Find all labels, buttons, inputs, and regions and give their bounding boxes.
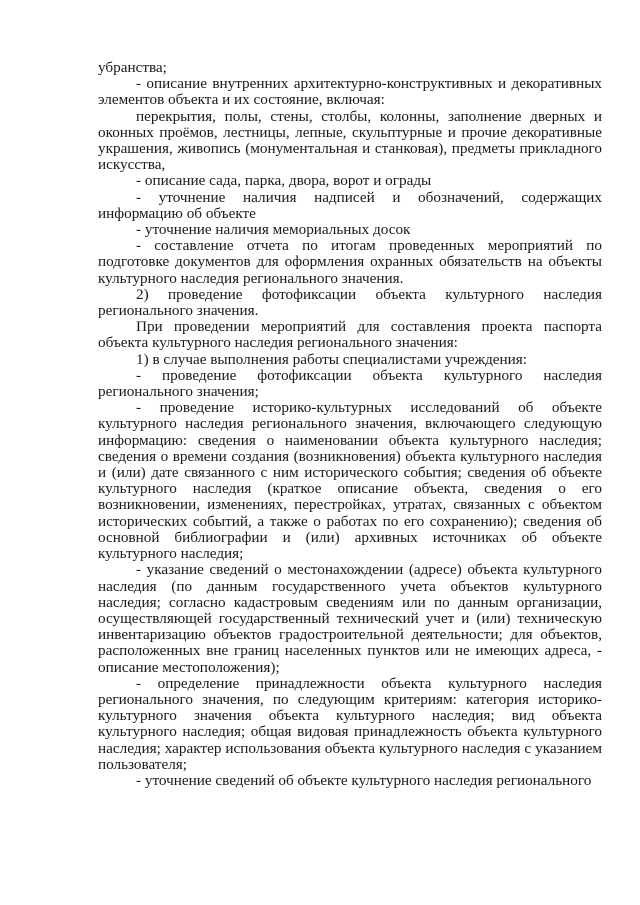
paragraph: - уточнение наличия надписей и обозначений, содержащих информацию об объекте: [98, 188, 602, 222]
paragraph: 2) проведение фотофиксации объекта культурного наследия регионального значения.: [98, 285, 602, 320]
paragraph: - указание сведений о местонахождении (адресе) объекта культурного наследия (по данным государственного учета объектов культурного наследия; согласно кадастровым сведениям или по данным организации, осуществляющей государственный технический учет и (или) техническую инвентаризацию объектов градостроительной деятельности; для объектов, расположенных вне границ населенных пунктов или не имеющих адреса, - описание местоположения);: [98, 561, 602, 676]
paragraph: - описание внутренних архитектурно-конструктивных и декоративных элементов объекта и их состояние, включая:: [98, 75, 602, 109]
paragraph: - проведение историко-культурных исследований об объекте культурного наследия регионального значения, включающего следующую информацию: сведения о наименовании объекта культурного наследия; сведения о времени создания (возникновения) объекта культурного наследия и (или) дате связанного с ним исторического события; сведения об объекте культурного наследия (краткое описание объекта, сведения о его возникновении, изменениях, перестройках, утратах, связанных с объектом исторических событий, а также о работах по его сохранению); сведения об основной библиографии и (или) архивных источниках об объекте культурного наследия;: [98, 399, 602, 563]
paragraph: - описание сада, парка, двора, ворот и ограды: [136, 172, 432, 190]
paragraph: - составление отчета по итогам проведенных мероприятий по подготовке документов для оформления охранных обязательств на объекты культурного наследия регионального значения.: [98, 237, 602, 287]
paragraph: перекрытия, полы, стены, столбы, колонны, заполнение дверных и оконных проёмов, лестницы, лепные, скульптурные и прочие декоративные украшения, живопись (монументальная и станковая), предметы прикладного искусства,: [98, 107, 602, 174]
document-body: [98, 60, 602, 789]
paragraph: убранства;: [98, 59, 167, 76]
paragraph: При проведении мероприятий для составления проекта паспорта объекта культурного наследия регионального значения:: [98, 318, 602, 352]
paragraph: - определение принадлежности объекта культурного наследия регионального значения, по следующим критериям: категория историко-культурного значения объекта культурного наследия; вид объекта культурного наследия; общая видовая принадлежность объекта культурного наследия; характер использования объекта культурного наследия с указанием пользователя;: [98, 674, 602, 773]
paragraph: - уточнение наличия мемориальных досок: [136, 221, 411, 239]
paragraph: - проведение фотофиксации объекта культурного наследия регионального значения;: [98, 366, 602, 401]
paragraph: 1) в случае выполнения работы специалистами учреждения:: [136, 350, 527, 368]
paragraph: - уточнение сведений об объекте культурного наследия регионального: [136, 771, 592, 789]
